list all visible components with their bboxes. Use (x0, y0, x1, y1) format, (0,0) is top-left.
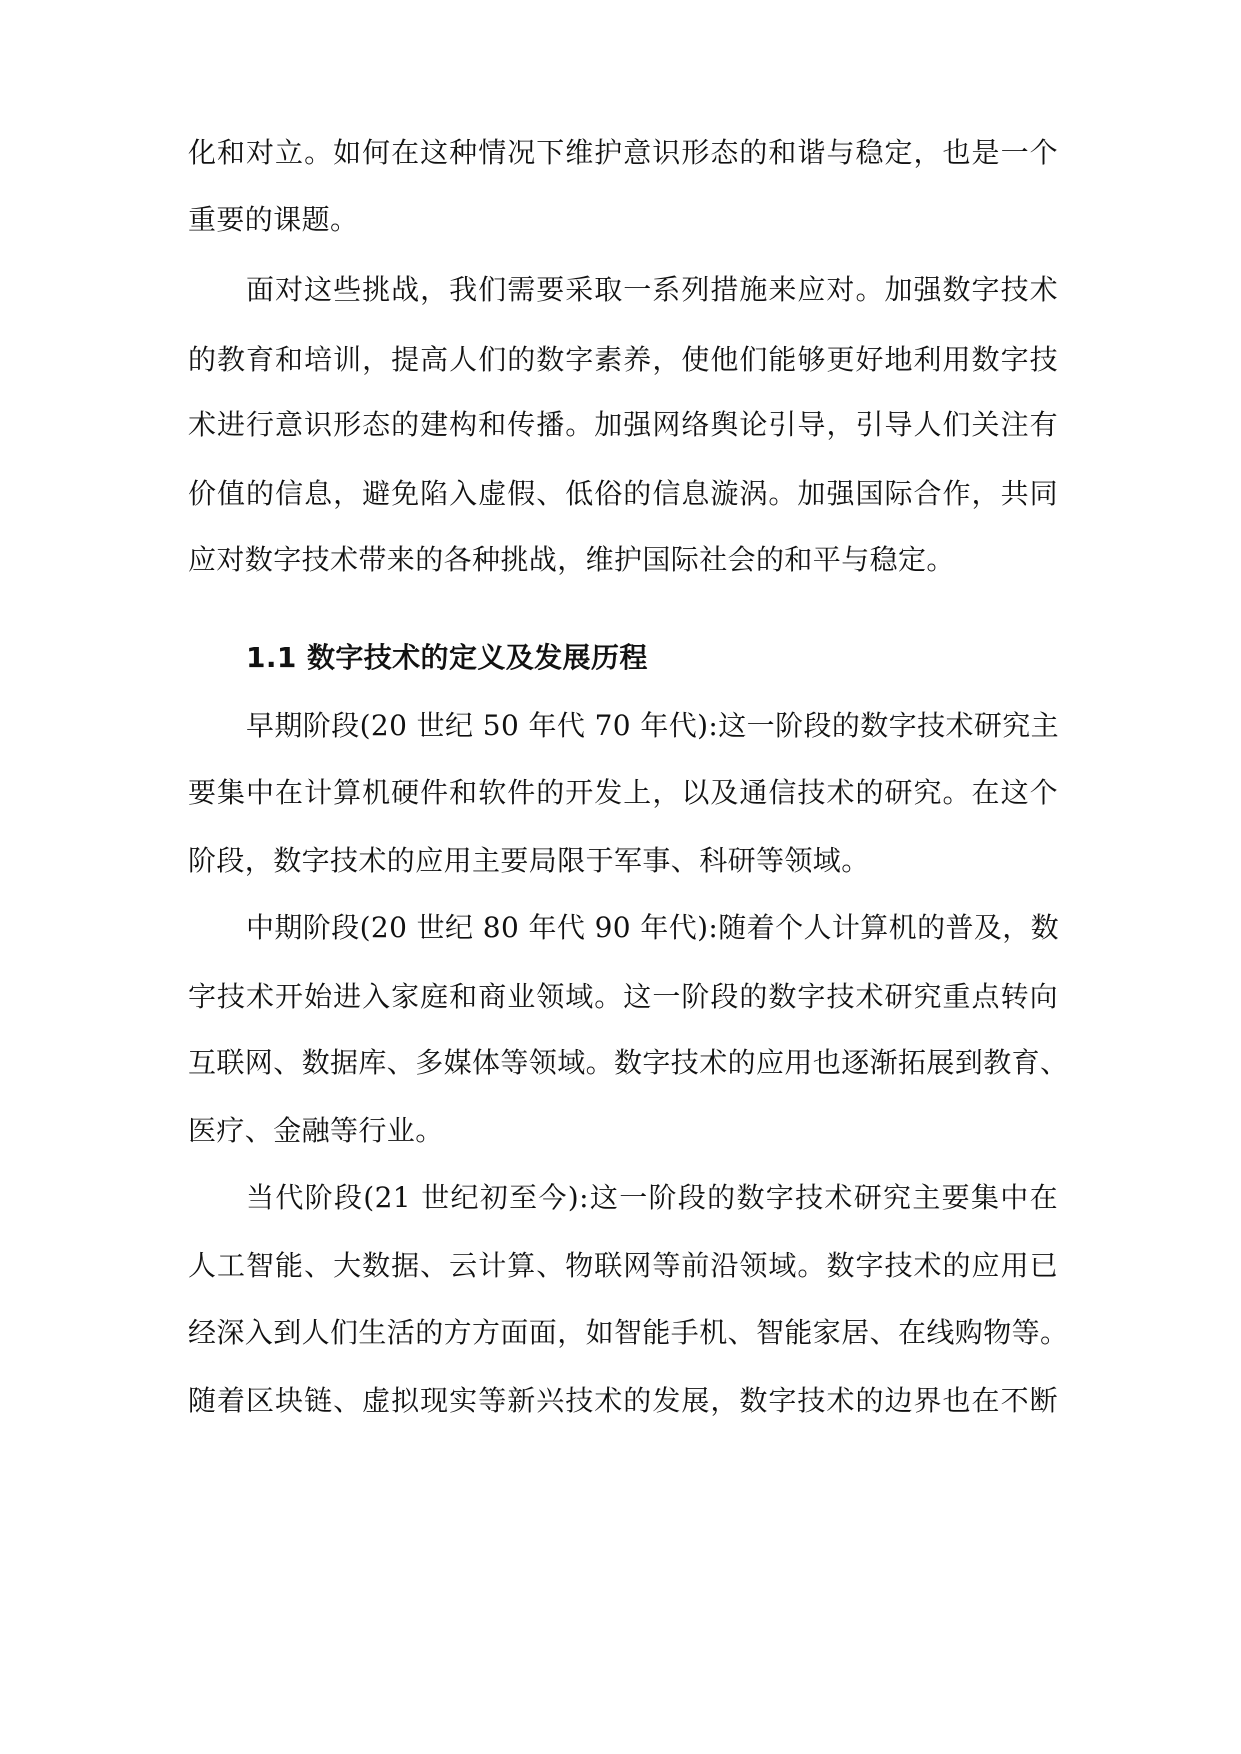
paragraph-3-line-1: 早期阶段(20 世纪 50 年代 70 年代):这一阶段的数字技术研究主 (246, 709, 1060, 742)
paragraph-2-line-1: 面对这些挑战，我们需要采取一系列措施来应对。加强数字技术 (246, 273, 1058, 306)
paragraph-5-line-1: 当代阶段(21 世纪初至今):这一阶段的数字技术研究主要集中在 (246, 1181, 1058, 1214)
paragraph-1-line-1: 化和对立。如何在这种情况下维护意识形态的和谐与稳定，也是一个 (188, 136, 1058, 169)
paragraph-3-line-2: 要集中在计算机硬件和软件的开发上，以及通信技术的研究。在这个 (188, 776, 1058, 809)
paragraph-2-line-3: 术进行意识形态的建构和传播。加强网络舆论引导，引导人们关注有 (188, 408, 1058, 441)
paragraph-5-line-3: 经深入到人们生活的方方面面，如智能手机、智能家居、在线购物等。 (188, 1316, 1069, 1349)
section-heading: 1.1 数字技术的定义及发展历程 (246, 641, 648, 674)
paragraph-3-line-3: 阶段，数字技术的应用主要局限于军事、科研等领域。 (188, 844, 870, 877)
paragraph-5-line-2: 人工智能、大数据、云计算、物联网等前沿领域。数字技术的应用已 (188, 1249, 1058, 1282)
paragraph-1-line-2: 重要的课题。 (188, 203, 359, 236)
paragraph-2-line-5: 应对数字技术带来的各种挑战，维护国际社会的和平与稳定。 (188, 543, 955, 576)
paragraph-4-line-1: 中期阶段(20 世纪 80 年代 90 年代):随着个人计算机的普及，数 (246, 911, 1060, 944)
paragraph-4-line-3: 互联网、数据库、多媒体等领域。数字技术的应用也逐渐拓展到教育、 (188, 1046, 1069, 1079)
paragraph-4-line-4: 医疗、金融等行业。 (188, 1114, 444, 1147)
paragraph-4-line-2: 字技术开始进入家庭和商业领域。这一阶段的数字技术研究重点转向 (188, 980, 1058, 1013)
paragraph-2-line-4: 价值的信息，避免陷入虚假、低俗的信息漩涡。加强国际合作，共同 (188, 477, 1058, 510)
paragraph-5-line-4: 随着区块链、虚拟现实等新兴技术的发展，数字技术的边界也在不断 (188, 1384, 1058, 1417)
paragraph-2-line-2: 的教育和培训，提高人们的数字素养，使他们能够更好地利用数字技 (188, 343, 1058, 376)
